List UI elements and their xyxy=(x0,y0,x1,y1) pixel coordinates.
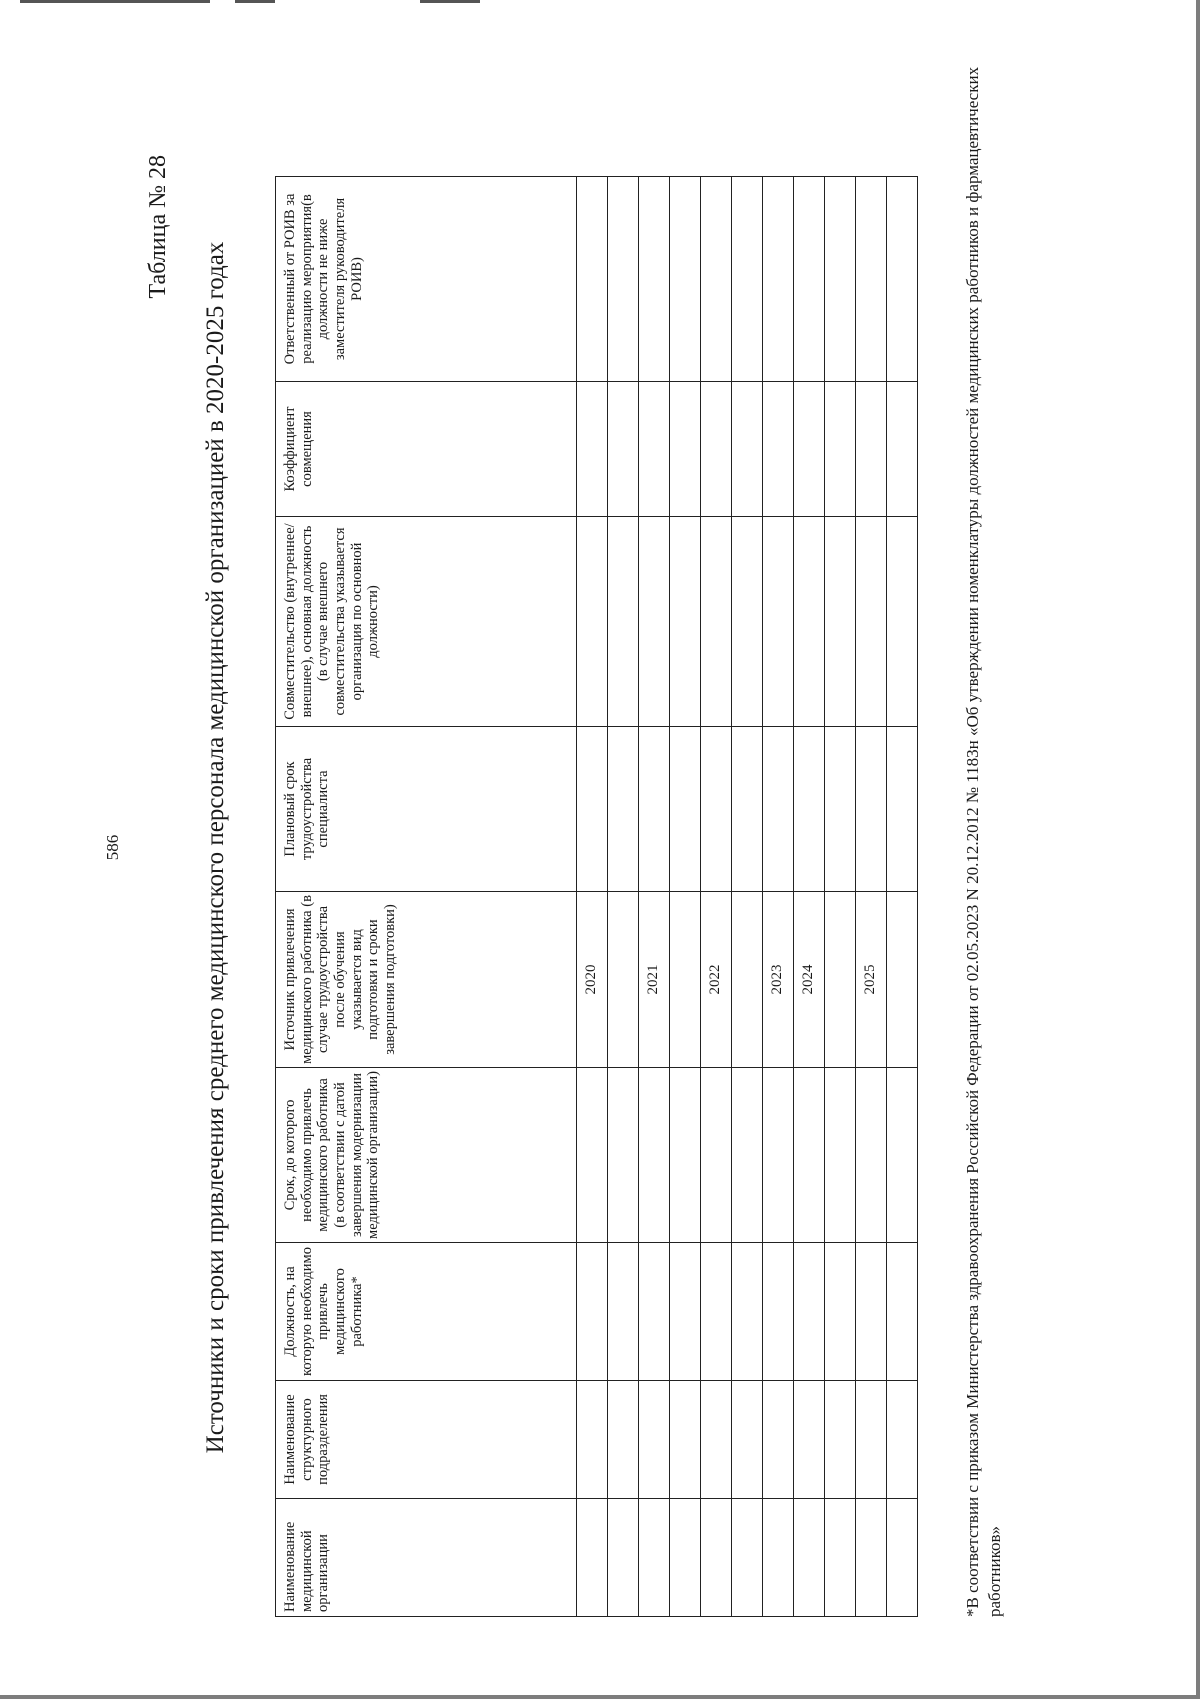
table-cell xyxy=(856,517,887,727)
table-row xyxy=(608,177,639,1617)
table-cell xyxy=(577,517,608,727)
table-cell xyxy=(732,1068,763,1243)
table-cell xyxy=(701,1499,732,1617)
table-row xyxy=(825,177,856,1617)
table-cell xyxy=(763,1068,794,1243)
column-header: Срок, до которого необходимо привлечь медицинского работника (в соответствии с датой завершения модернизации медицинской организации) xyxy=(276,1068,577,1243)
year-cell: 2021 xyxy=(639,892,670,1068)
table-cell xyxy=(856,382,887,517)
table-cell xyxy=(825,1381,856,1499)
table-cell xyxy=(577,177,608,382)
table-cell xyxy=(856,1381,887,1499)
table-cell xyxy=(887,382,918,517)
table-header-row xyxy=(276,177,577,1617)
table-cell xyxy=(794,517,825,727)
table-cell xyxy=(887,1381,918,1499)
year-cell: 2020 xyxy=(577,892,608,1068)
table-cell xyxy=(887,517,918,727)
year-cell: 2022 xyxy=(701,892,732,1068)
table-cell xyxy=(701,1381,732,1499)
table-cell xyxy=(608,1068,639,1243)
table-cell xyxy=(670,1381,701,1499)
table-cell xyxy=(608,727,639,892)
table-cell xyxy=(825,1068,856,1243)
table-cell xyxy=(577,1381,608,1499)
table-row xyxy=(639,177,670,1617)
table-cell xyxy=(887,1243,918,1381)
table-cell xyxy=(608,1243,639,1381)
page-number: 586 xyxy=(103,834,122,861)
column-header: Коэффициент совмещения xyxy=(276,382,577,517)
table-cell xyxy=(763,1499,794,1617)
table-cell xyxy=(856,727,887,892)
table-row xyxy=(670,177,701,1617)
table-cell xyxy=(639,1381,670,1499)
column-header: Наименование медицинской организации xyxy=(276,1499,577,1617)
table-cell xyxy=(670,382,701,517)
footnote: *В соответствии с приказом Министерства здравоохранения Российской Федерации от 02.05.2023 N 20.12.2012 № 1183н «Об утверждении номенклатуры должностей медицинских работников и фармацевтических работников» xyxy=(963,66,1005,1617)
table-cell xyxy=(732,1381,763,1499)
table-cell xyxy=(577,1068,608,1243)
table-cell xyxy=(639,382,670,517)
table-cell xyxy=(794,382,825,517)
year-cell xyxy=(732,892,763,1068)
table-cell xyxy=(639,517,670,727)
table-cell xyxy=(825,1499,856,1617)
table-cell xyxy=(608,517,639,727)
table-cell xyxy=(794,1068,825,1243)
table-cell xyxy=(639,1068,670,1243)
table-cell xyxy=(763,1381,794,1499)
table-cell xyxy=(577,382,608,517)
table-cell xyxy=(608,1381,639,1499)
table-cell xyxy=(794,177,825,382)
column-header: Плановый срок трудоустройства специалиста xyxy=(276,727,577,892)
table-row xyxy=(887,177,918,1617)
table-cell xyxy=(856,1243,887,1381)
table-cell xyxy=(608,382,639,517)
table-cell xyxy=(701,1243,732,1381)
year-cell xyxy=(670,892,701,1068)
column-header: Должность, на которую необходимо привлечь медицинского работника* xyxy=(276,1243,577,1381)
table-row xyxy=(701,177,732,1617)
table-cell xyxy=(856,177,887,382)
table-cell xyxy=(577,1499,608,1617)
table-cell xyxy=(794,727,825,892)
table-cell xyxy=(639,727,670,892)
table-cell xyxy=(670,517,701,727)
table-cell xyxy=(825,382,856,517)
table-cell xyxy=(670,177,701,382)
column-header: Источник привлечения медицинского работника (в случае трудоустройства после обучения указывается вид подготовки и сроки завершения подготовки) xyxy=(276,892,577,1068)
data-table xyxy=(275,176,918,1617)
column-header: Ответственный от РОИВ за реализацию мероприятия(в должности не ниже заместителя руководителя РОИВ) xyxy=(276,177,577,382)
table-cell xyxy=(763,177,794,382)
year-cell: 2024 xyxy=(794,892,825,1068)
table-cell xyxy=(701,517,732,727)
table-cell xyxy=(887,1068,918,1243)
table-number: Таблица № 28 xyxy=(145,155,171,299)
table-cell xyxy=(763,1243,794,1381)
table-cell xyxy=(670,1068,701,1243)
table-cell xyxy=(670,1499,701,1617)
table-cell xyxy=(763,727,794,892)
table-row xyxy=(577,177,608,1617)
column-header: Совместительство (внутреннее/внешнее), основная должность (в случае внешнего совместительства указывается организация по основной должности) xyxy=(276,517,577,727)
table-cell xyxy=(763,382,794,517)
table-cell xyxy=(763,517,794,727)
table-cell xyxy=(577,1243,608,1381)
document-title: Источники и сроки привлечения среднего медицинского персонала медицинской организацией в 2020-2025 годах xyxy=(202,241,229,1454)
table-cell xyxy=(701,177,732,382)
table-cell xyxy=(732,727,763,892)
table-cell xyxy=(701,382,732,517)
table-cell xyxy=(670,727,701,892)
table-cell xyxy=(825,177,856,382)
table-cell xyxy=(887,1499,918,1617)
year-cell: 2023 xyxy=(763,892,794,1068)
table-cell xyxy=(794,1243,825,1381)
table-cell xyxy=(856,1068,887,1243)
table-cell xyxy=(794,1381,825,1499)
year-cell xyxy=(887,892,918,1068)
table-cell xyxy=(825,1243,856,1381)
year-cell: 2025 xyxy=(856,892,887,1068)
table-cell xyxy=(732,1499,763,1617)
table-cell xyxy=(639,177,670,382)
column-header: Наименование структурного подразделения xyxy=(276,1381,577,1499)
year-cell xyxy=(608,892,639,1068)
table-cell xyxy=(825,727,856,892)
table-row xyxy=(763,177,794,1617)
table-cell xyxy=(639,1499,670,1617)
table-row xyxy=(732,177,763,1617)
table-cell xyxy=(887,177,918,382)
table-cell xyxy=(701,727,732,892)
table-cell xyxy=(887,727,918,892)
table-cell xyxy=(732,177,763,382)
table-cell xyxy=(732,517,763,727)
table-cell xyxy=(732,1243,763,1381)
table-cell xyxy=(639,1243,670,1381)
table-cell xyxy=(856,1499,887,1617)
table-cell xyxy=(732,382,763,517)
table-cell xyxy=(608,177,639,382)
table-row xyxy=(794,177,825,1617)
table-cell xyxy=(701,1068,732,1243)
table-cell xyxy=(825,517,856,727)
table-cell xyxy=(794,1499,825,1617)
table-cell xyxy=(577,727,608,892)
table-cell xyxy=(670,1243,701,1381)
year-cell xyxy=(825,892,856,1068)
table-row xyxy=(856,177,887,1617)
table-cell xyxy=(608,1499,639,1617)
